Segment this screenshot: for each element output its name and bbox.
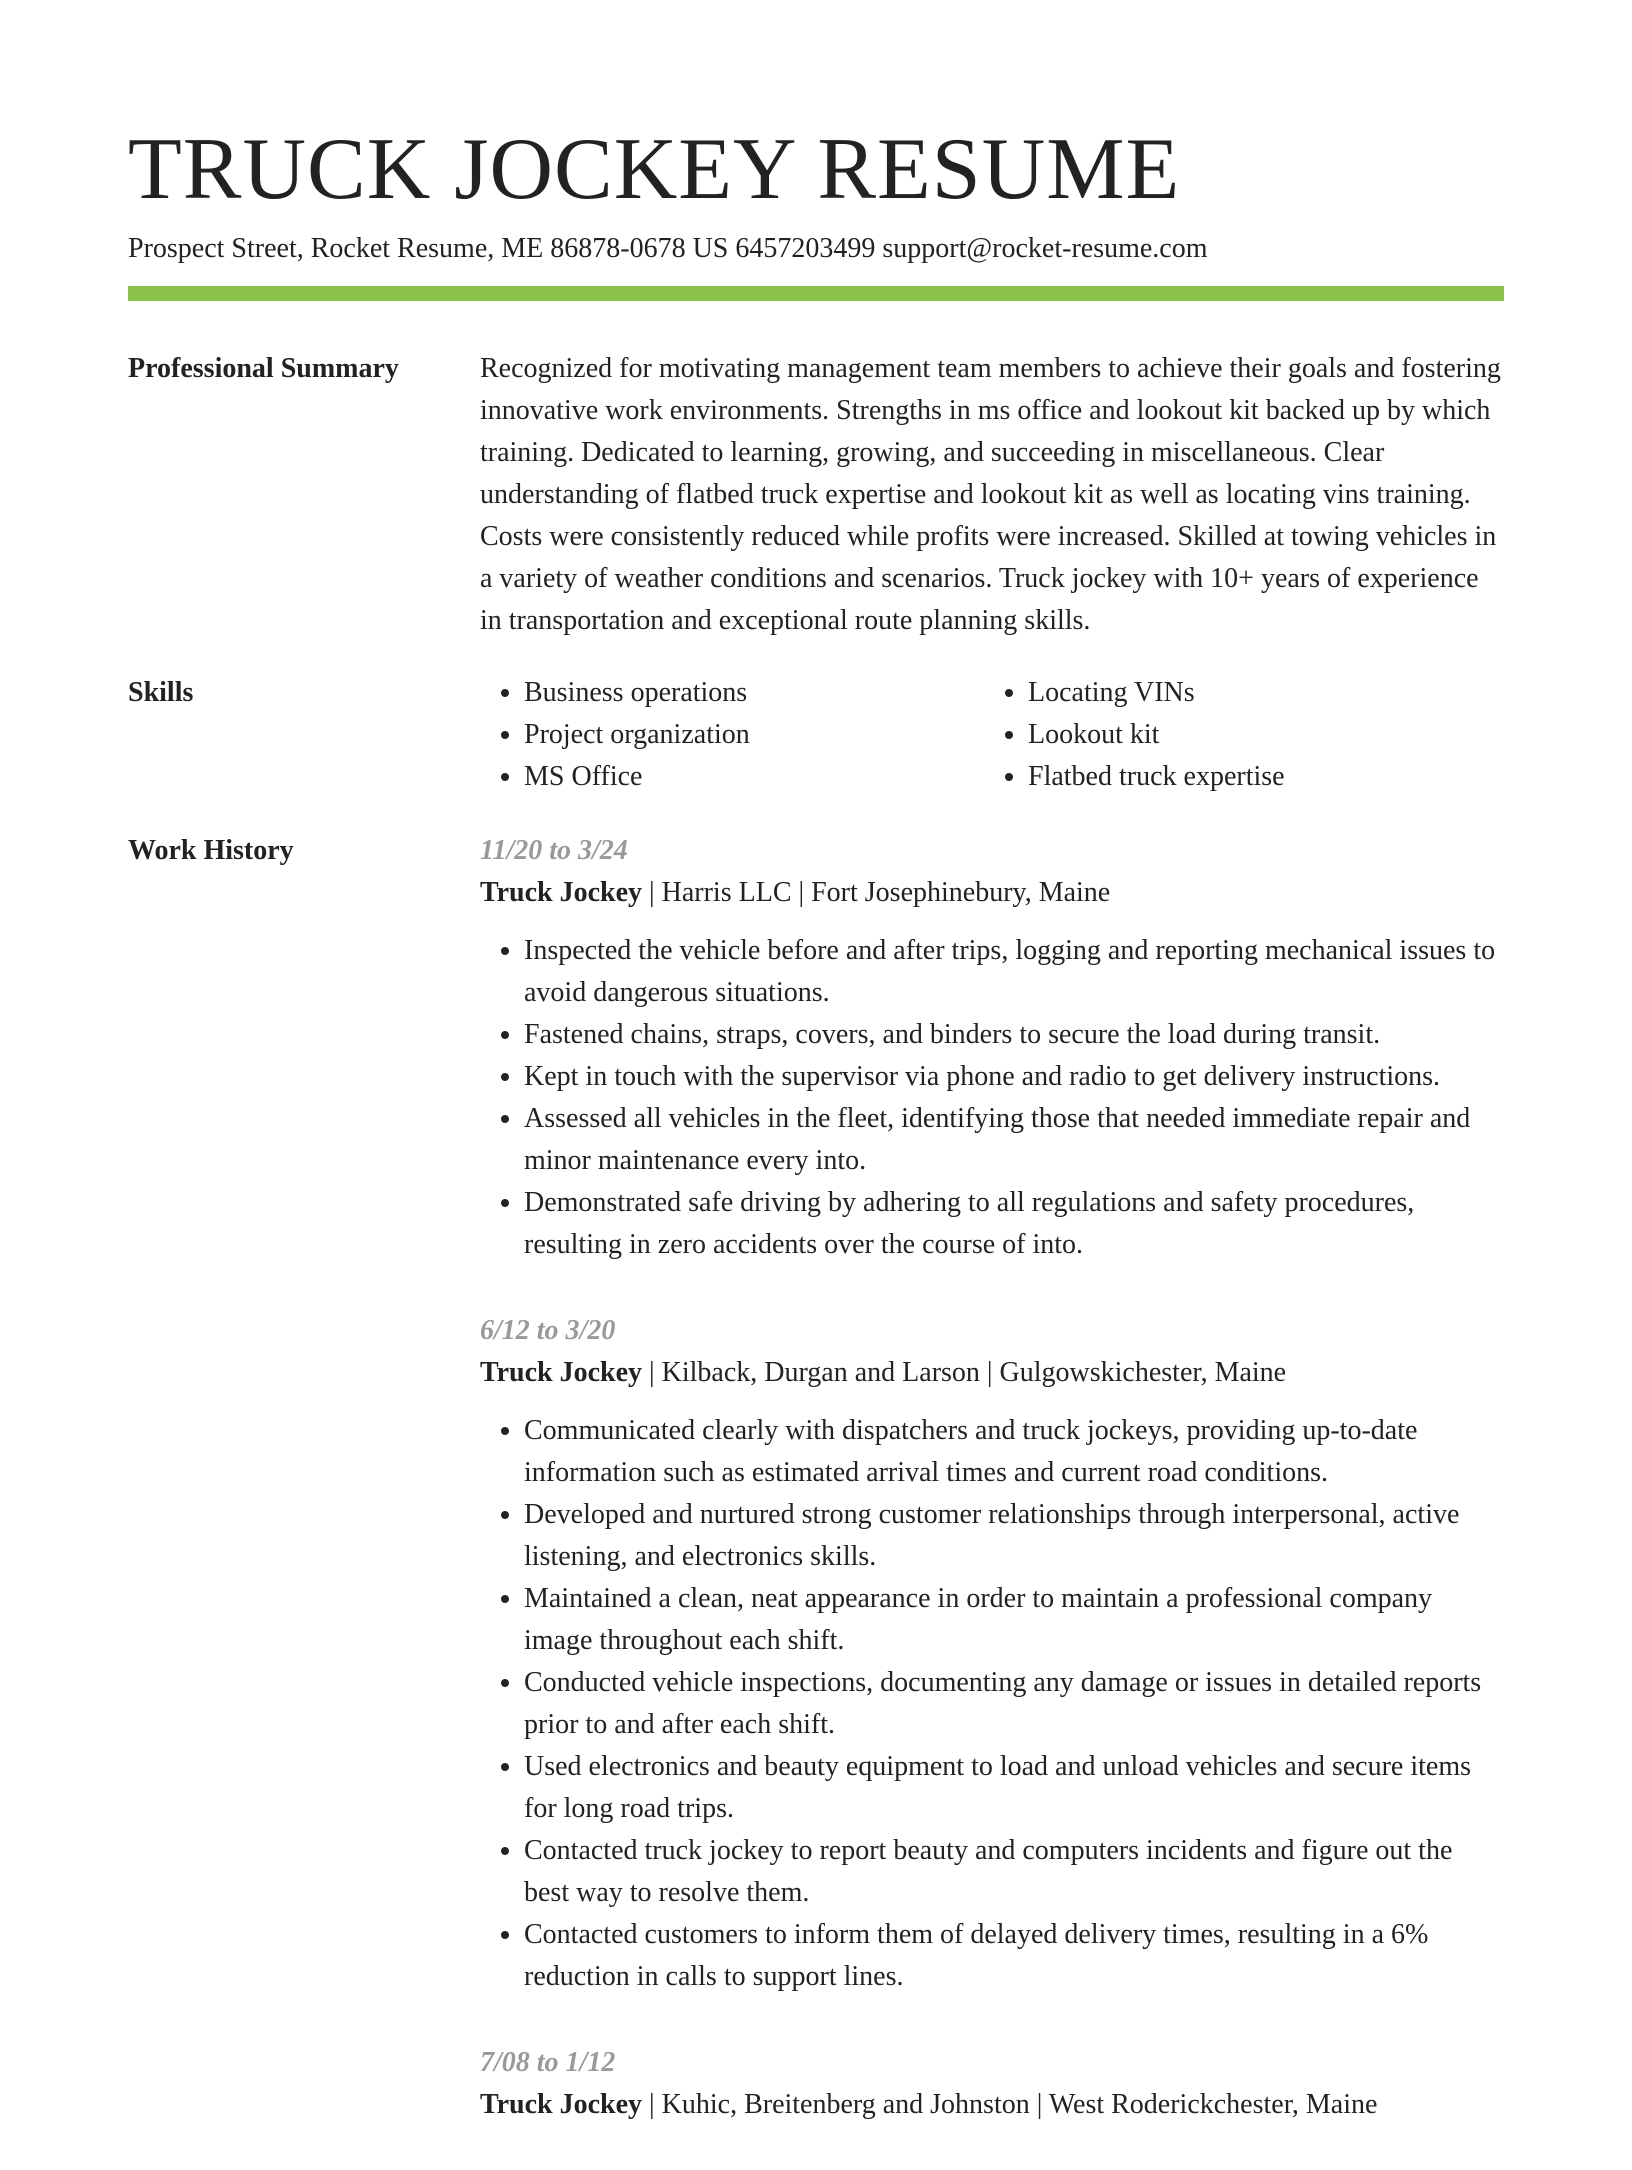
accent-divider — [128, 286, 1504, 301]
resume-title: TRUCK JOCKEY RESUME — [128, 121, 1181, 218]
job-bullet: • Developed and nurtured strong customer relationships through interpersonal, active listening, and electronics skills. — [524, 1494, 1504, 1578]
job-details: | Harris LLC | Fort Josephinebury, Maine — [642, 877, 1111, 908]
skill-item: • Business operations — [524, 672, 750, 714]
job-bullet: • Demonstrated safe driving by adhering to all regulations and safety procedures, resulting in zero accidents over the course of into. — [524, 1182, 1504, 1266]
skill-item: • Lookout kit — [1028, 714, 1285, 756]
skill-item: • Flatbed truck expertise — [1028, 756, 1285, 798]
job-title: Truck Jockey — [480, 1357, 643, 1388]
job-heading — [480, 2084, 1504, 2126]
job-details: | Kilback, Durgan and Larson | Gulgowskichester, Maine — [642, 1357, 1287, 1388]
skills-list-left — [480, 672, 750, 798]
job-bullet-list — [480, 1410, 1504, 1998]
job-bullet: • Conducted vehicle inspections, documenting any damage or issues in detailed reports prior to and after each shift. — [524, 1662, 1504, 1746]
summary-text: Recognized for motivating management team members to achieve their goals and fostering innovative work environments. Strengths in ms office and lookout kit backed up by which training. Dedicated to learning, growing, and succeeding in miscellaneous. Clear understanding of flatbed truck expertise and lookout kit as well as locating vins training. Costs were consistently reduced while profits were increased. Skilled at towing vehicles in a variety of weather conditions and scenarios. Truck jockey with 10+ years of experience in transportation and exceptional route planning skills. — [480, 353, 1501, 636]
job-entry — [480, 830, 1504, 1266]
job-entry — [480, 1310, 1504, 1998]
job-dates: 6/12 to 3/20 — [480, 1315, 616, 1346]
job-bullet: • Communicated clearly with dispatchers and truck jockeys, providing up-to-date information such as estimated arrival times and current road conditions. — [524, 1410, 1504, 1494]
skills-list-right — [984, 672, 1285, 798]
skill-item: • MS Office — [524, 756, 750, 798]
job-heading — [480, 1352, 1504, 1394]
skills-label: Skills — [128, 677, 194, 708]
job-bullet: • Maintained a clean, neat appearance in order to maintain a professional company image throughout each shift. — [524, 1578, 1504, 1662]
job-bullet: • Inspected the vehicle before and after trips, logging and reporting mechanical issues to avoid dangerous situations. — [524, 930, 1504, 1014]
work-history-body — [480, 830, 1504, 2170]
summary-body — [480, 348, 1504, 642]
work-history-label: Work History — [128, 835, 294, 866]
job-bullet: • Used electronics and beauty equipment to load and unload vehicles and secure items for long road trips. — [524, 1746, 1504, 1830]
job-dates: 11/20 to 3/24 — [480, 835, 628, 866]
job-title: Truck Jockey — [480, 2089, 643, 2120]
job-dates: 7/08 to 1/12 — [480, 2047, 616, 2078]
job-title: Truck Jockey — [480, 877, 643, 908]
job-bullet: • Fastened chains, straps, covers, and binders to secure the load during transit. — [524, 1014, 1504, 1056]
job-bullet: • Assessed all vehicles in the fleet, identifying those that needed immediate repair and minor maintenance every into. — [524, 1098, 1504, 1182]
job-bullet: • Contacted customers to inform them of delayed delivery times, resulting in a 6% reduction in calls to support lines. — [524, 1914, 1504, 1998]
job-bullet: • Contacted truck jockey to report beauty and computers incidents and figure out the best way to resolve them. — [524, 1830, 1504, 1914]
job-bullet: • Kept in touch with the supervisor via phone and radio to get delivery instructions. — [524, 1056, 1504, 1098]
job-details: | Kuhic, Breitenberg and Johnston | West Roderickchester, Maine — [642, 2089, 1378, 2120]
contact-info: Prospect Street, Rocket Resume, ME 86878-0678 US 6457203499 support@rocket-resume.com — [128, 233, 1208, 264]
skill-item: • Project organization — [524, 714, 750, 756]
job-heading — [480, 872, 1504, 914]
job-bullet-list — [480, 930, 1504, 1266]
job-entry — [480, 2042, 1504, 2126]
summary-label: Professional Summary — [128, 353, 399, 384]
skill-item: • Locating VINs — [1028, 672, 1285, 714]
